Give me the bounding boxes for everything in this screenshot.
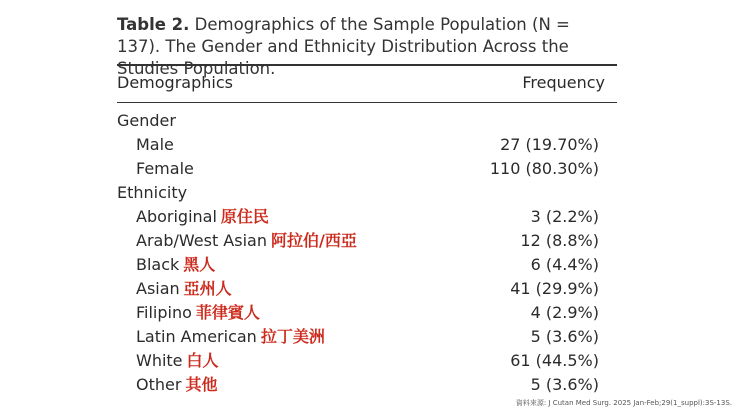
row-value: 6 (4.4%) bbox=[530, 255, 599, 274]
row-label: White bbox=[136, 351, 183, 370]
row-label: Black bbox=[136, 255, 180, 274]
row-label: Aboriginal bbox=[136, 207, 217, 226]
row-zh-annotation: 白人 bbox=[186, 351, 219, 370]
row-value: 5 (3.6%) bbox=[530, 375, 599, 394]
row-label: Other bbox=[136, 375, 182, 394]
header-frequency: Frequency bbox=[522, 73, 605, 92]
table-row bbox=[117, 301, 617, 325]
table-row bbox=[117, 373, 617, 397]
row-value: 61 (44.5%) bbox=[510, 351, 599, 370]
row-value: 41 (29.9%) bbox=[510, 279, 599, 298]
row-zh-annotation: 亞州人 bbox=[183, 279, 232, 298]
table-row bbox=[117, 229, 617, 253]
table-row bbox=[117, 325, 617, 349]
table-row bbox=[117, 133, 617, 157]
row-zh-annotation: 拉丁美洲 bbox=[260, 327, 325, 346]
table-caption bbox=[117, 14, 617, 80]
row-value: 110 (80.30%) bbox=[489, 159, 599, 178]
row-label: Filipino bbox=[136, 303, 192, 322]
row-zh-annotation: 菲律賓人 bbox=[195, 303, 260, 322]
table-container bbox=[117, 0, 617, 394]
row-value: 27 (19.70%) bbox=[500, 135, 599, 154]
table-row bbox=[117, 277, 617, 301]
source-citation: 資料來源: J Cutan Med Surg. 2025 Jan-Feb;29(1_suppl):3S-13S. bbox=[515, 399, 732, 407]
row-zh-annotation: 黑人 bbox=[183, 255, 216, 274]
row-label: Asian bbox=[136, 279, 180, 298]
table-header bbox=[117, 73, 617, 92]
table-row bbox=[117, 253, 617, 277]
row-zh-annotation: 原住民 bbox=[220, 207, 269, 226]
row-label: Arab/West Asian bbox=[136, 231, 267, 250]
table-caption-text: Demographics of the Sample Population (N = 137). The Gender and Ethnicity Distribution Across the Studies Population. bbox=[117, 15, 570, 78]
row-value: 5 (3.6%) bbox=[530, 327, 599, 346]
row-label: Male bbox=[136, 135, 174, 154]
row-value: 4 (2.9%) bbox=[530, 303, 599, 322]
section-heading-ethnicity: Ethnicity bbox=[117, 183, 188, 202]
row-value: 3 (2.2%) bbox=[530, 207, 599, 226]
row-label: Latin American bbox=[136, 327, 257, 346]
row-value: 12 (8.8%) bbox=[520, 231, 599, 250]
table-row bbox=[117, 349, 617, 373]
table-label: Table 2. bbox=[117, 15, 190, 34]
row-zh-annotation: 其他 bbox=[185, 375, 218, 394]
table-row bbox=[117, 157, 617, 181]
header-rule bbox=[117, 102, 617, 103]
row-zh-annotation: 阿拉伯/西亞 bbox=[270, 231, 357, 250]
header-demographics: Demographics bbox=[117, 73, 233, 92]
top-rule bbox=[117, 64, 617, 66]
table-row bbox=[117, 205, 617, 229]
row-label: Female bbox=[136, 159, 194, 178]
section-heading-gender: Gender bbox=[117, 111, 176, 130]
